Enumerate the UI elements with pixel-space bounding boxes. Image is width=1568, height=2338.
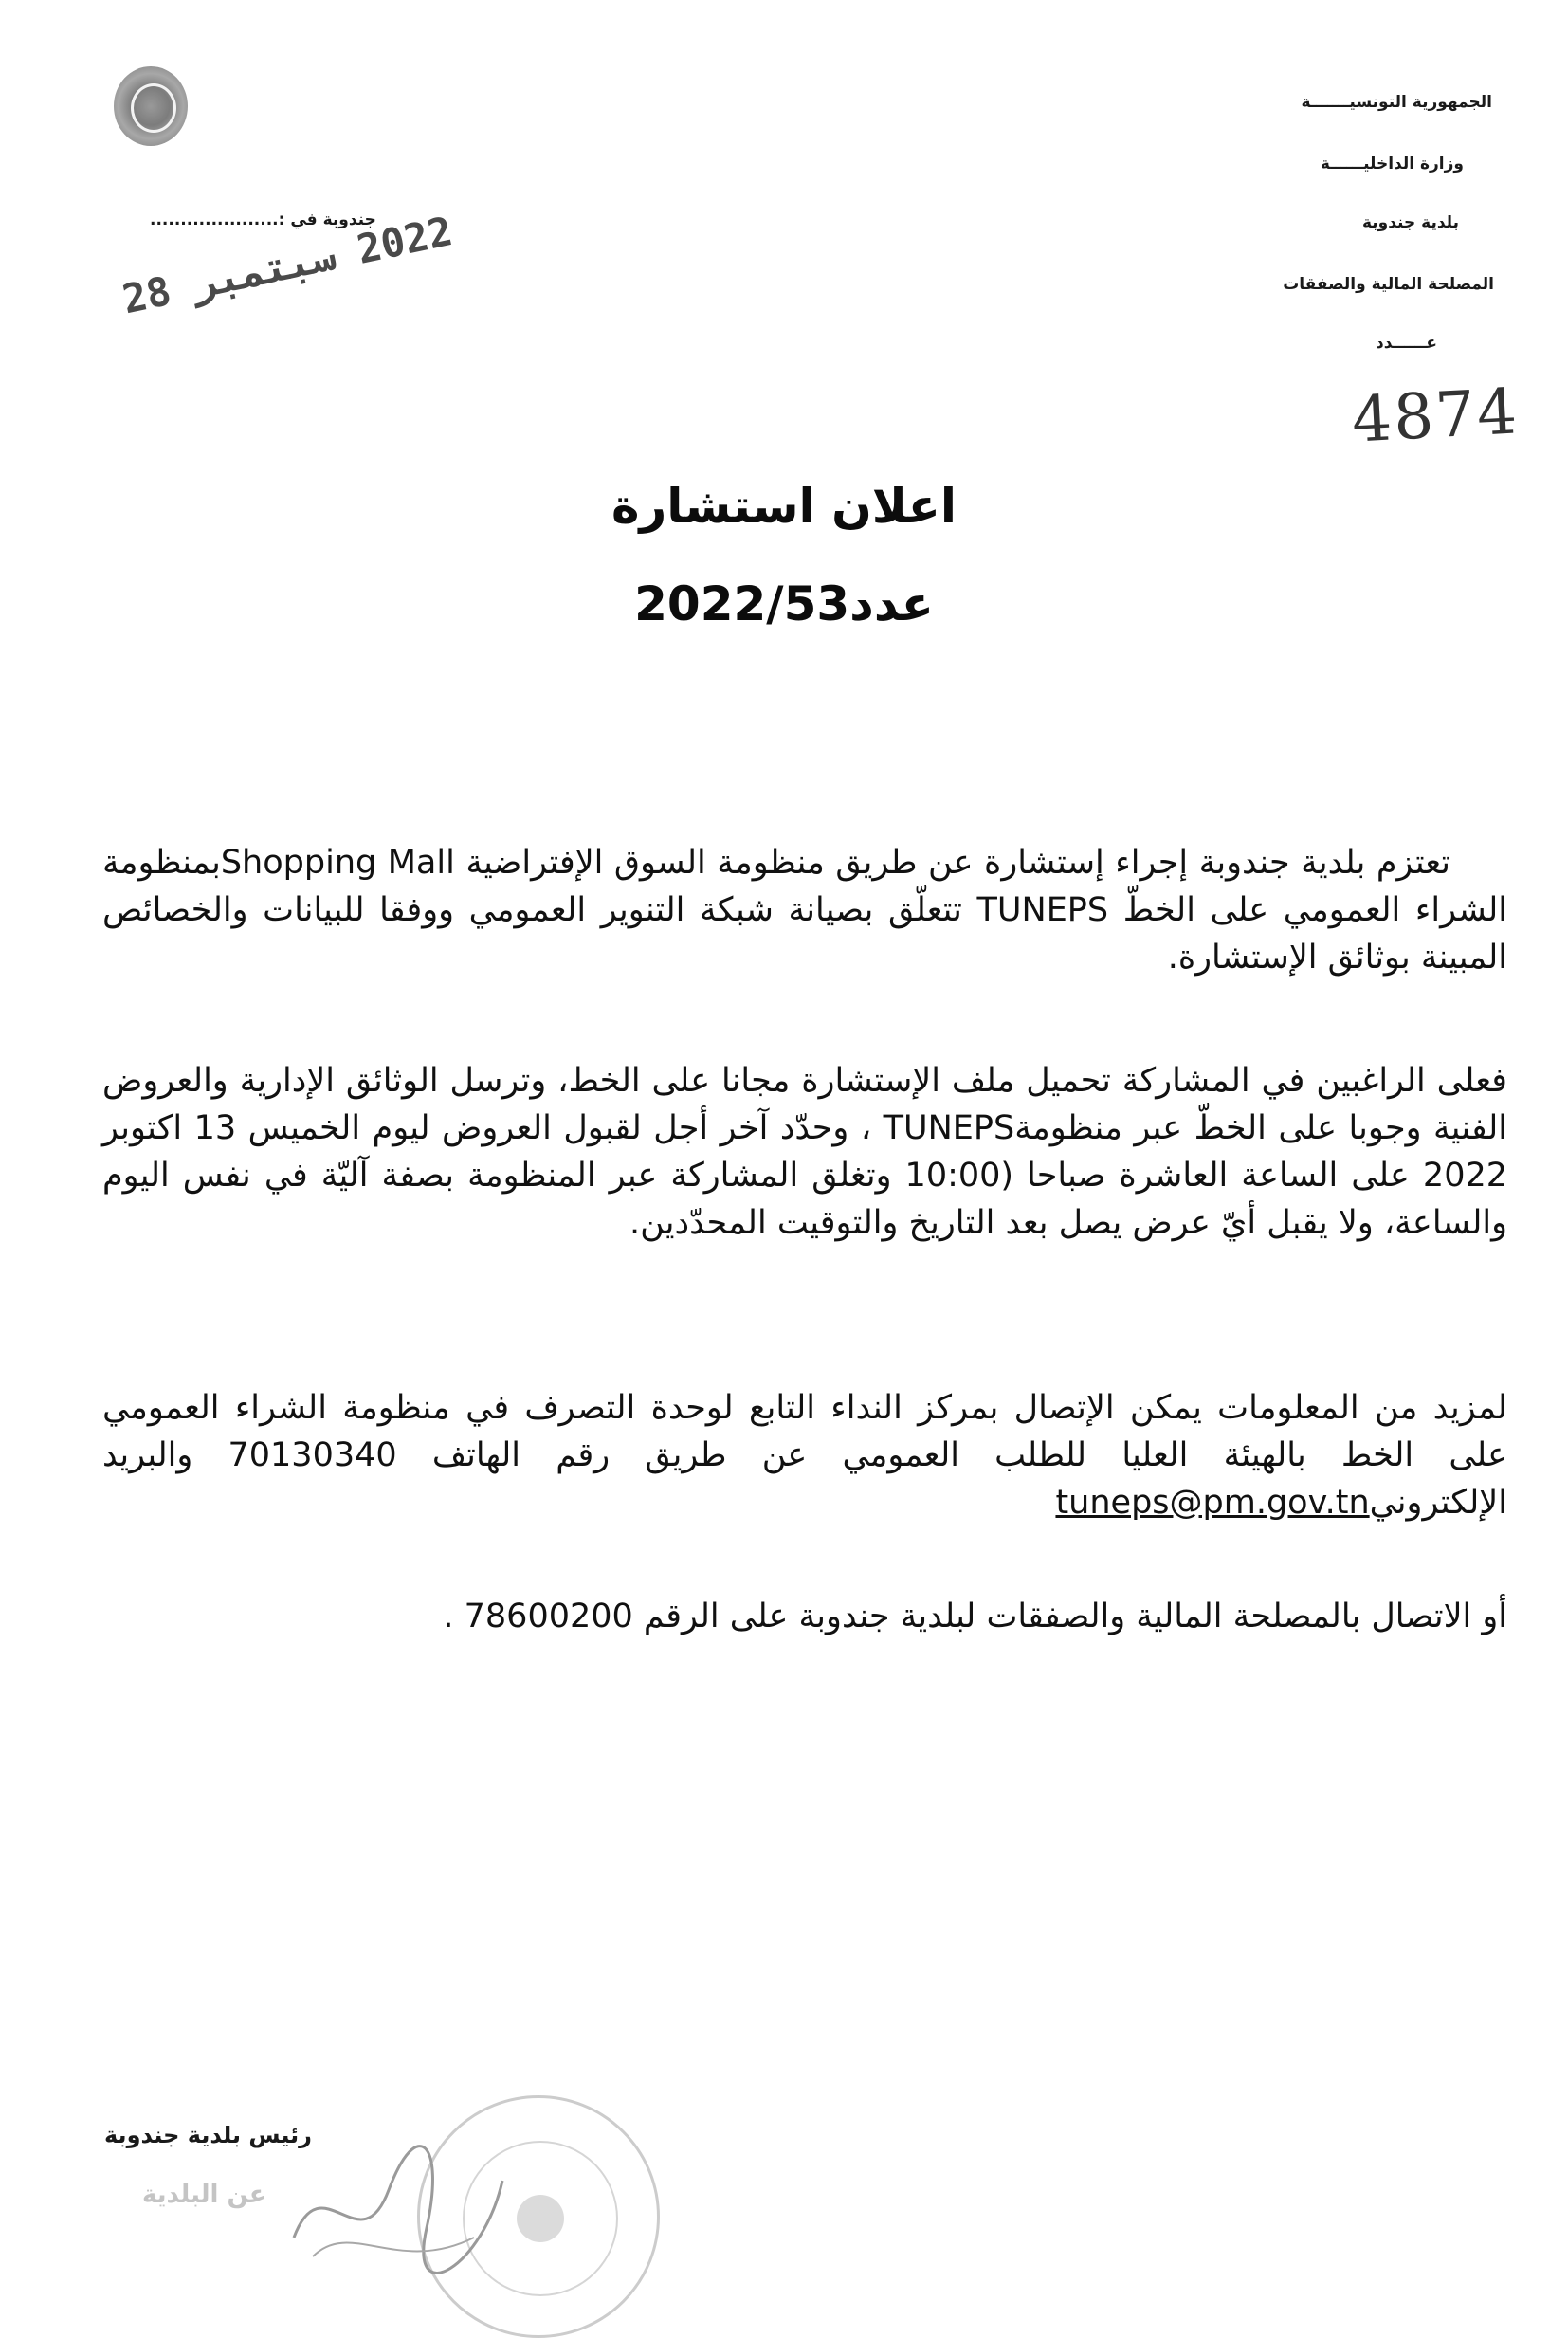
paragraph-municipal-contact: أو الاتصال بالمصلحة المالية والصفقات لبلدية جندوبة على الرقم 78600200 . bbox=[443, 1598, 1507, 1635]
header-ministry: وزارة الداخليــــــة bbox=[1320, 155, 1464, 174]
paragraph-contact bbox=[102, 1384, 1507, 1526]
republic-seal bbox=[114, 66, 188, 146]
document-title: اعلان استشارة bbox=[611, 479, 957, 534]
place-date-line: جندوبة في :..................... bbox=[150, 210, 376, 229]
header-republic: الجمهورية التونسيـــــــة bbox=[1301, 93, 1492, 112]
seal-ring bbox=[131, 83, 176, 133]
header-number-label: عــــــدد bbox=[1375, 334, 1437, 353]
paragraph-participation: فعلى الراغبين في المشاركة تحميل ملف الإستشارة مجانا على الخط، وترسل الوثائق الإدارية والعروض الفنية وجوبا على الخطّ عبر منظومةTUNEPS ، وحدّد آخر أجل لقبول العروض ليوم الخميس 13 اكتوبر 2022 على الساعة العاشرة صباحا (10:00 وتغلق المشاركة عبر المنظومة بصفة آليّة في نفس اليوم والساعة، ولا يقبل أيّ عرض يصل بعد التاريخ والتوقيت المحدّدين. bbox=[102, 1062, 1507, 1242]
signatory-title: رئيس بلدية جندوبة bbox=[104, 2122, 312, 2148]
handwritten-signature bbox=[284, 2124, 512, 2285]
contact-text: لمزيد من المعلومات يمكن الإتصال بمركز النداء التابع لوحدة التصرف في منظومة الشراء العمومي على الخط بالهيئة العليا للطلب العمومي عن طريق رقم الهاتف 70130340 والبريد الإلكتروني bbox=[102, 1389, 1507, 1522]
faded-stamp-text: عن البلدية bbox=[142, 2181, 266, 2209]
contact-email-link[interactable]: tuneps@pm.gov.tn bbox=[1055, 1484, 1370, 1522]
header-municipality: بلدية جندوبة bbox=[1361, 213, 1459, 232]
consultation-number: عدد2022/53 bbox=[634, 576, 934, 631]
stamp-emblem bbox=[517, 2195, 564, 2242]
paragraph-intro: تعتزم بلدية جندوبة إجراء إستشارة عن طريق منظومة السوق الإفتراضية Shopping Mallبمنظومة الشراء العمومي على الخطّ TUNEPS تتعلّق بصيانة شبكة التنوير العمومي ووفقا للبيانات والخصائص المبينة بوثائق الإستشارة. bbox=[102, 844, 1507, 977]
handwritten-reference-number: 4874 bbox=[1350, 374, 1521, 457]
header-department: المصلحة المالية والصفقات bbox=[1283, 275, 1494, 294]
date-stamp: 2022 سبتمبر 28 bbox=[118, 207, 457, 323]
